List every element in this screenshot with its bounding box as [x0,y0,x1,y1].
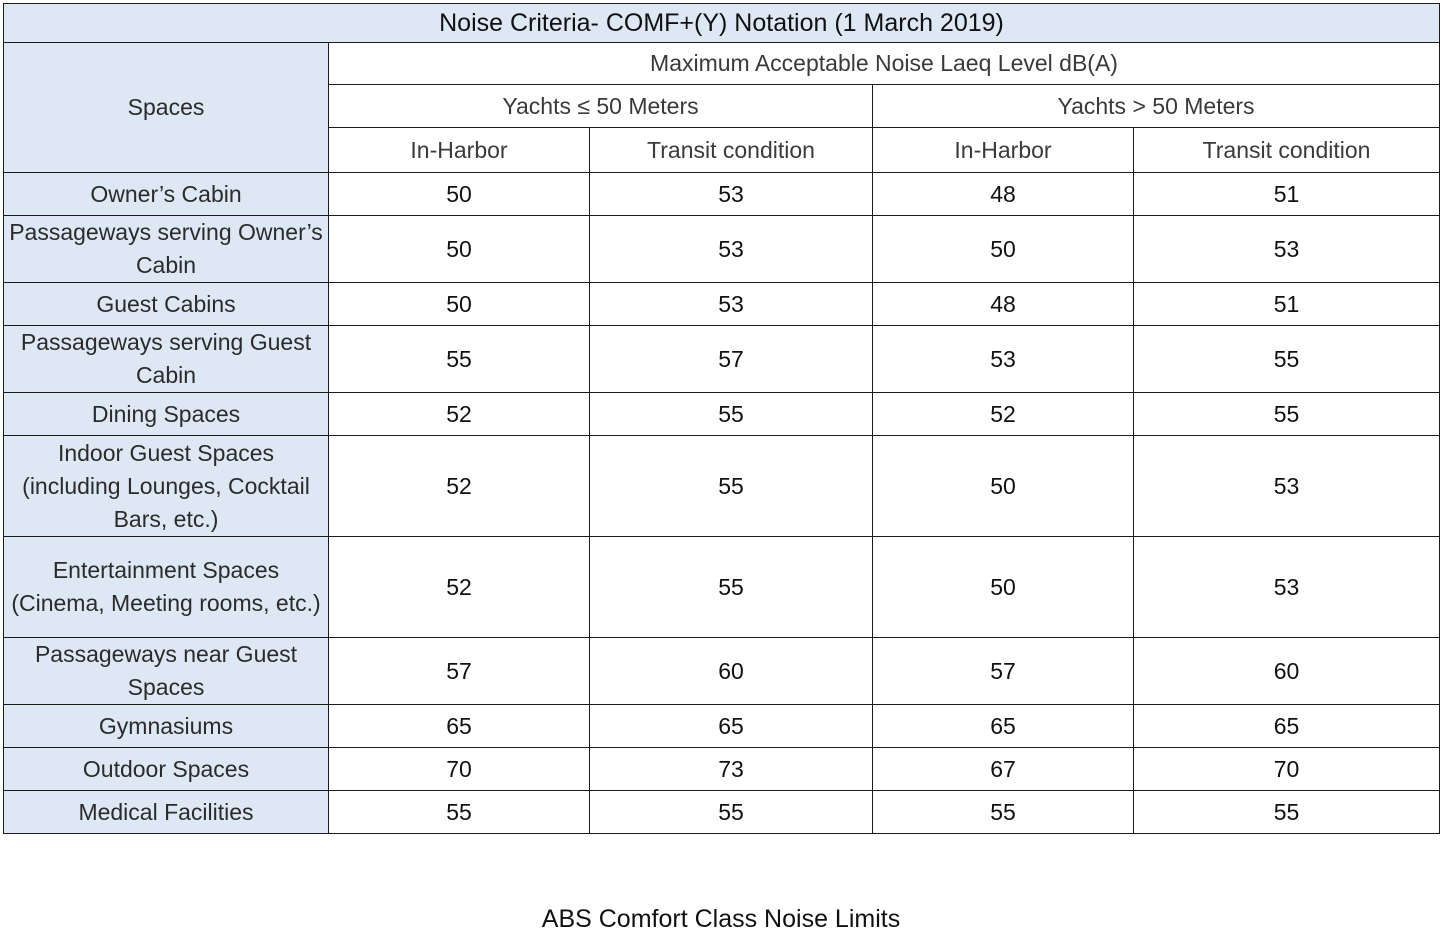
table-row [4,393,1440,436]
table-title: Noise Criteria- COMF+(Y) Notation (1 March 2019) [4,4,1440,43]
subcolumn-header: Transit condition [590,128,873,173]
table-row [4,173,1440,216]
value-cell: 55 [1134,791,1440,834]
value-cell: 57 [873,638,1134,705]
value-cell: 53 [590,173,873,216]
value-cell: 51 [1134,173,1440,216]
value-cell: 51 [1134,283,1440,326]
group-header-large-yachts: Yachts > 50 Meters [873,85,1440,128]
space-name: Entertainment Spaces (Cinema, Meeting rooms, etc.) [4,537,329,638]
value-cell: 53 [590,216,873,283]
space-name: Indoor Guest Spaces (including Lounges, Cocktail Bars, etc.) [4,436,329,537]
subcolumn-header: Transit condition [1134,128,1440,173]
spaces-column-header: Spaces [4,43,329,173]
value-cell: 57 [590,326,873,393]
value-cell: 52 [873,393,1134,436]
value-cell: 52 [329,436,590,537]
value-cell: 52 [329,537,590,638]
value-cell: 53 [1134,216,1440,283]
value-cell: 55 [590,436,873,537]
table-row [4,283,1440,326]
space-name: Gymnasiums [4,705,329,748]
value-cell: 55 [1134,326,1440,393]
value-cell: 53 [1134,537,1440,638]
table-row [4,791,1440,834]
space-name: Passageways serving Guest Cabin [4,326,329,393]
table-row [4,326,1440,393]
space-name: Passageways near Guest Spaces [4,638,329,705]
subcolumn-header: In-Harbor [873,128,1134,173]
value-cell: 50 [329,216,590,283]
value-cell: 50 [873,216,1134,283]
figure-caption: ABS Comfort Class Noise Limits [541,905,901,933]
value-cell: 70 [1134,748,1440,791]
space-name: Guest Cabins [4,283,329,326]
subcolumn-header: In-Harbor [329,128,590,173]
value-cell: 55 [329,791,590,834]
value-cell: 55 [590,537,873,638]
space-name: Owner’s Cabin [4,173,329,216]
group-header-small-yachts: Yachts ≤ 50 Meters [329,85,873,128]
table-row [4,216,1440,283]
value-cell: 65 [329,705,590,748]
table-row [4,537,1440,638]
value-cell: 65 [1134,705,1440,748]
value-cell: 53 [590,283,873,326]
value-cell: 48 [873,173,1134,216]
space-name: Dining Spaces [4,393,329,436]
value-cell: 67 [873,748,1134,791]
value-cell: 55 [1134,393,1440,436]
value-cell: 50 [329,173,590,216]
value-cell: 55 [873,791,1134,834]
value-cell: 55 [590,393,873,436]
table-row [4,705,1440,748]
value-cell: 70 [329,748,590,791]
noise-level-header: Maximum Acceptable Noise Laeq Level dB(A) [329,43,1440,85]
value-cell: 60 [1134,638,1440,705]
noise-criteria-table [3,3,1440,834]
value-cell: 48 [873,283,1134,326]
value-cell: 73 [590,748,873,791]
value-cell: 55 [329,326,590,393]
value-cell: 53 [1134,436,1440,537]
value-cell: 65 [590,705,873,748]
table-row [4,638,1440,705]
value-cell: 53 [873,326,1134,393]
value-cell: 52 [329,393,590,436]
table-row [4,436,1440,537]
value-cell: 65 [873,705,1134,748]
value-cell: 60 [590,638,873,705]
space-name: Medical Facilities [4,791,329,834]
space-name: Outdoor Spaces [4,748,329,791]
value-cell: 50 [873,436,1134,537]
value-cell: 55 [590,791,873,834]
value-cell: 50 [873,537,1134,638]
table-row [4,748,1440,791]
value-cell: 57 [329,638,590,705]
space-name: Passageways serving Owner’s Cabin [4,216,329,283]
value-cell: 50 [329,283,590,326]
